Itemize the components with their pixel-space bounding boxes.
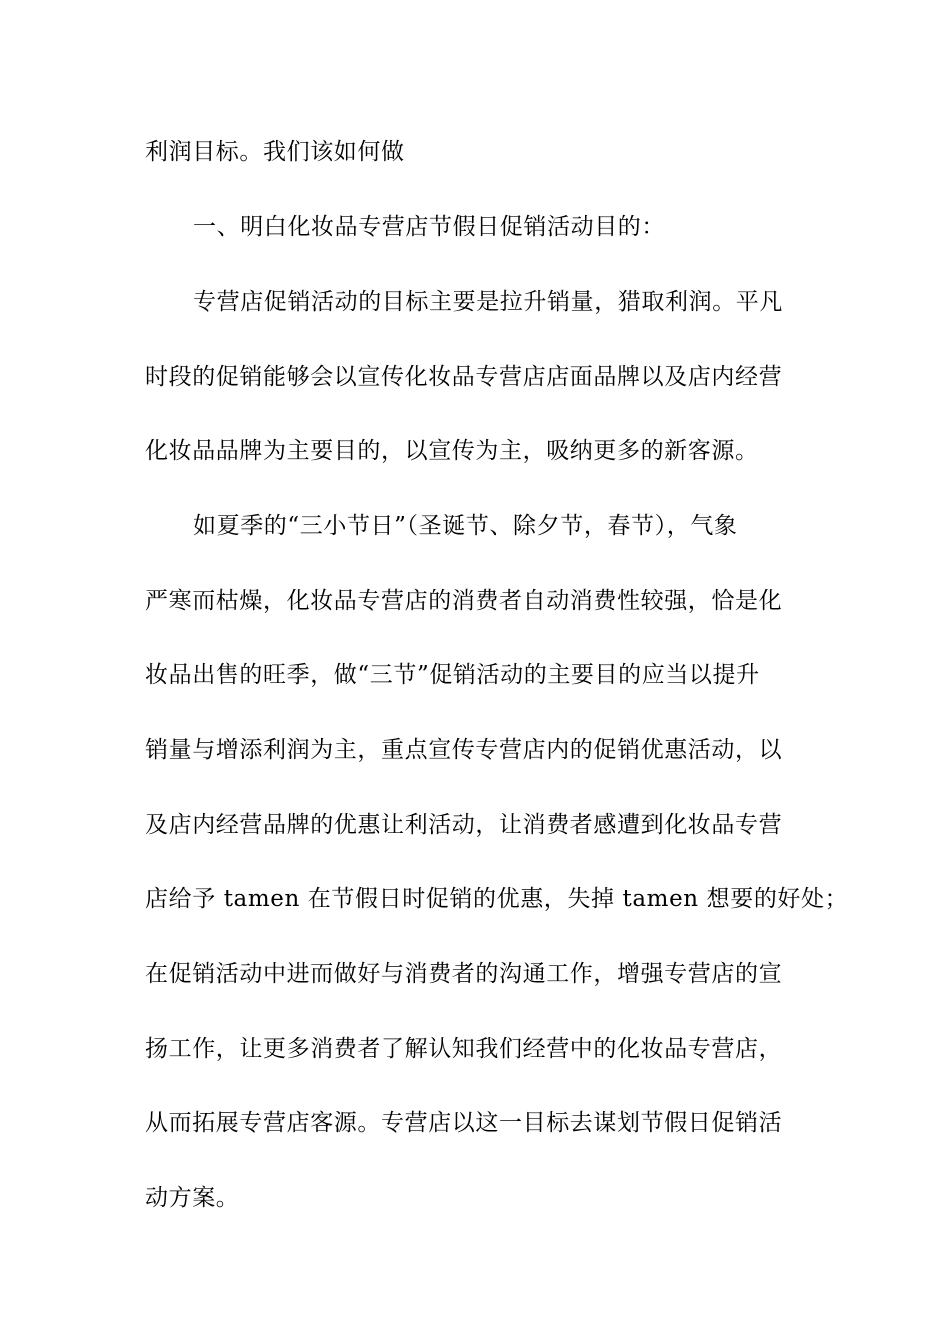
text-line-6: 如夏季的“三小节日”（圣诞节、除夕节，春节），气象: [193, 513, 738, 539]
text-line-10: 及店内经营品牌的优惠让利活动，让消费者感遭到化妆品专营: [145, 812, 783, 838]
text-line-15: 动方案。: [145, 1185, 240, 1211]
text-line-4: 时段的促销能够会以宣传化妆品专营店店面品牌以及店内经营: [145, 364, 783, 390]
text-line-8: 妆品出售的旺季，做“三节”促销活动的主要目的应当以提升: [145, 662, 760, 688]
text-line-11: 店给予 tamen 在节假日时促销的优惠，失掉 tamen 想要的好处；: [145, 886, 849, 912]
text-line-1: 利润目标。我们该如何做: [145, 139, 405, 165]
text-line-13: 扬工作，让更多消费者了解认知我们经营中的化妆品专营店，: [145, 1036, 783, 1062]
text-line-5: 化妆品品牌为主要目的，以宣传为主，吸纳更多的新客源。: [145, 438, 759, 464]
text-line-7: 严寒而枯燥，化妆品专营店的消费者自动消费性较强，恰是化: [145, 588, 783, 614]
text-line-12: 在促销活动中进而做好与消费者的沟通工作，增强专营店的宣: [145, 961, 783, 987]
section-heading: 一、明白化妆品专营店节假日促销活动目的：: [193, 214, 665, 240]
text-line-14: 从而拓展专营店客源。专营店以这一目标去谋划节假日促销活: [145, 1110, 783, 1136]
text-line-3: 专营店促销活动的目标主要是拉升销量，猎取利润。平凡: [193, 289, 783, 315]
text-line-9: 销量与增添利润为主，重点宣传专营店内的促销优惠活动，以: [145, 737, 783, 763]
